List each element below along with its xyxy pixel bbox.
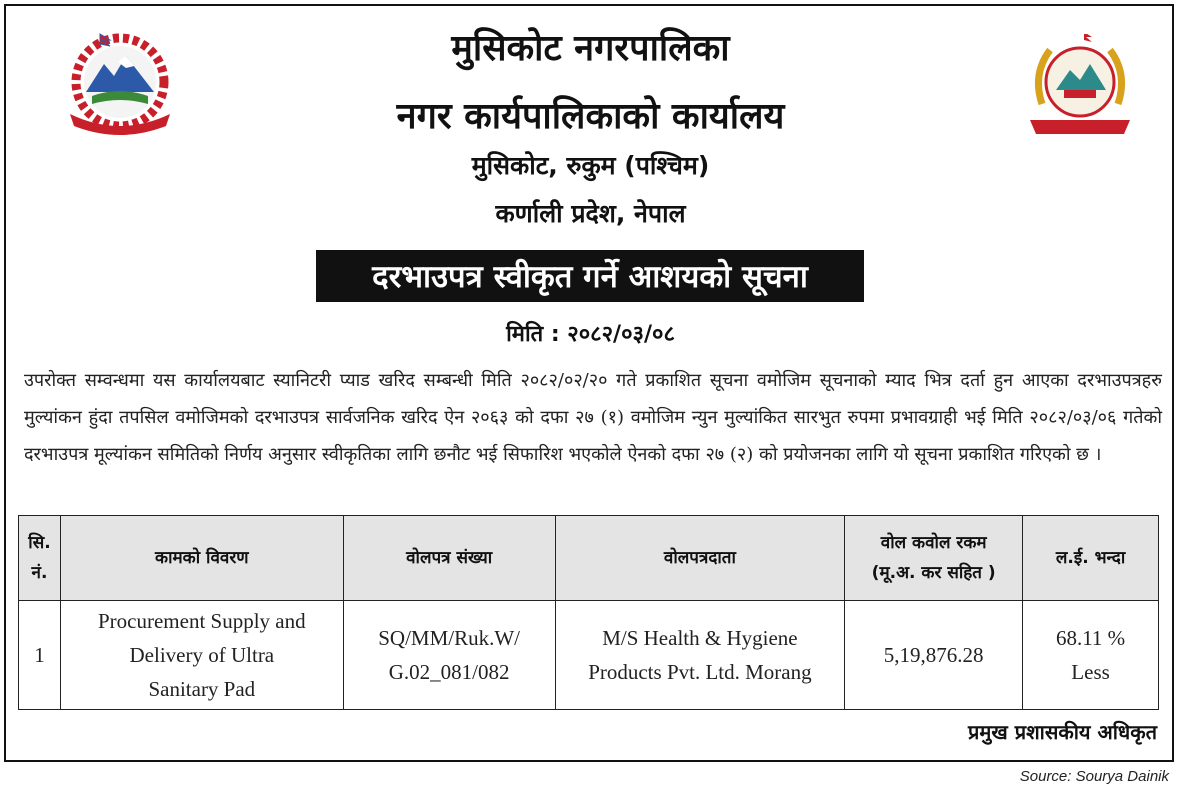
header-sn: सि. नं.	[19, 516, 61, 601]
table-row	[19, 601, 1159, 710]
office-name: नगर कार्यपालिकाको कार्यालय	[396, 96, 785, 137]
cell-sn: 1	[19, 601, 61, 710]
province-country: कर्णाली प्रदेश, नेपाल	[495, 199, 686, 228]
cell-bid-number: SQ/MM/Ruk.W/ G.02_081/082	[343, 601, 555, 710]
notice-date: मिति : २०८२/०३/०८	[506, 322, 675, 347]
bid-table	[18, 515, 1159, 710]
header-amount: वोल कवोल रकम (मू.अ. कर सहित )	[845, 516, 1023, 601]
header-description: कामको विवरण	[60, 516, 343, 601]
signatory: प्रमुख प्रशासकीय अधिकृत	[968, 720, 1157, 744]
municipality-name: मुसिकोट नगरपालिका	[451, 28, 730, 69]
source-credit: Source: Sourya Dainik	[1019, 768, 1169, 785]
header-below-estimate: ल.ई. भन्दा	[1023, 516, 1159, 601]
cell-bidder: M/S Health & Hygiene Products Pvt. Ltd. Morang	[555, 601, 845, 710]
notice-body: उपरोक्त सम्वन्धमा यस कार्यालयबाट स्यानिटरी प्याड खरिद सम्बन्धी मिति २०८२/०२/२० गते प्रकाशित सूचना वमोजिम सूचनाको म्याद भित्र दर्ता हुन आएका दरभाउपत्रहरु मुल्यांकन हुंदा तपसिल वमोजिमको दरभाउपत्र सार्वजनिक खरिद ऐन २०६३ को दफा २७ (१) वमोजिम न्युन मुल्यांकित सारभुत रुपमा प्रभावग्राही भई मिति २०८२/०३/०६ गतेको दरभाउपत्र मूल्यांकन समितिको निर्णय अनुसार स्वीकृतिका लागि छनौट भई सिफारिश भएकोले ऐनको दफा २७ (२) को प्रयोजनका लागि यो सूचना प्रकाशित गरिएको छ ।	[24, 370, 1162, 465]
header-bid-number: वोलपत्र संख्या	[343, 516, 555, 601]
header-bidder: वोलपत्रदाता	[555, 516, 845, 601]
notice-title-banner	[316, 250, 864, 302]
office-address: मुसिकोट, रुकुम (पश्चिम)	[471, 151, 710, 180]
table-header-row	[19, 516, 1159, 601]
cell-description: Procurement Supply and Delivery of Ultra Sanitary Pad	[60, 601, 343, 710]
notice-title: दरभाउपत्र स्वीकृत गर्ने आशयको सूचना	[372, 259, 808, 295]
cell-below-estimate: 68.11 % Less	[1023, 601, 1159, 710]
cell-amount: 5,19,876.28	[845, 601, 1023, 710]
